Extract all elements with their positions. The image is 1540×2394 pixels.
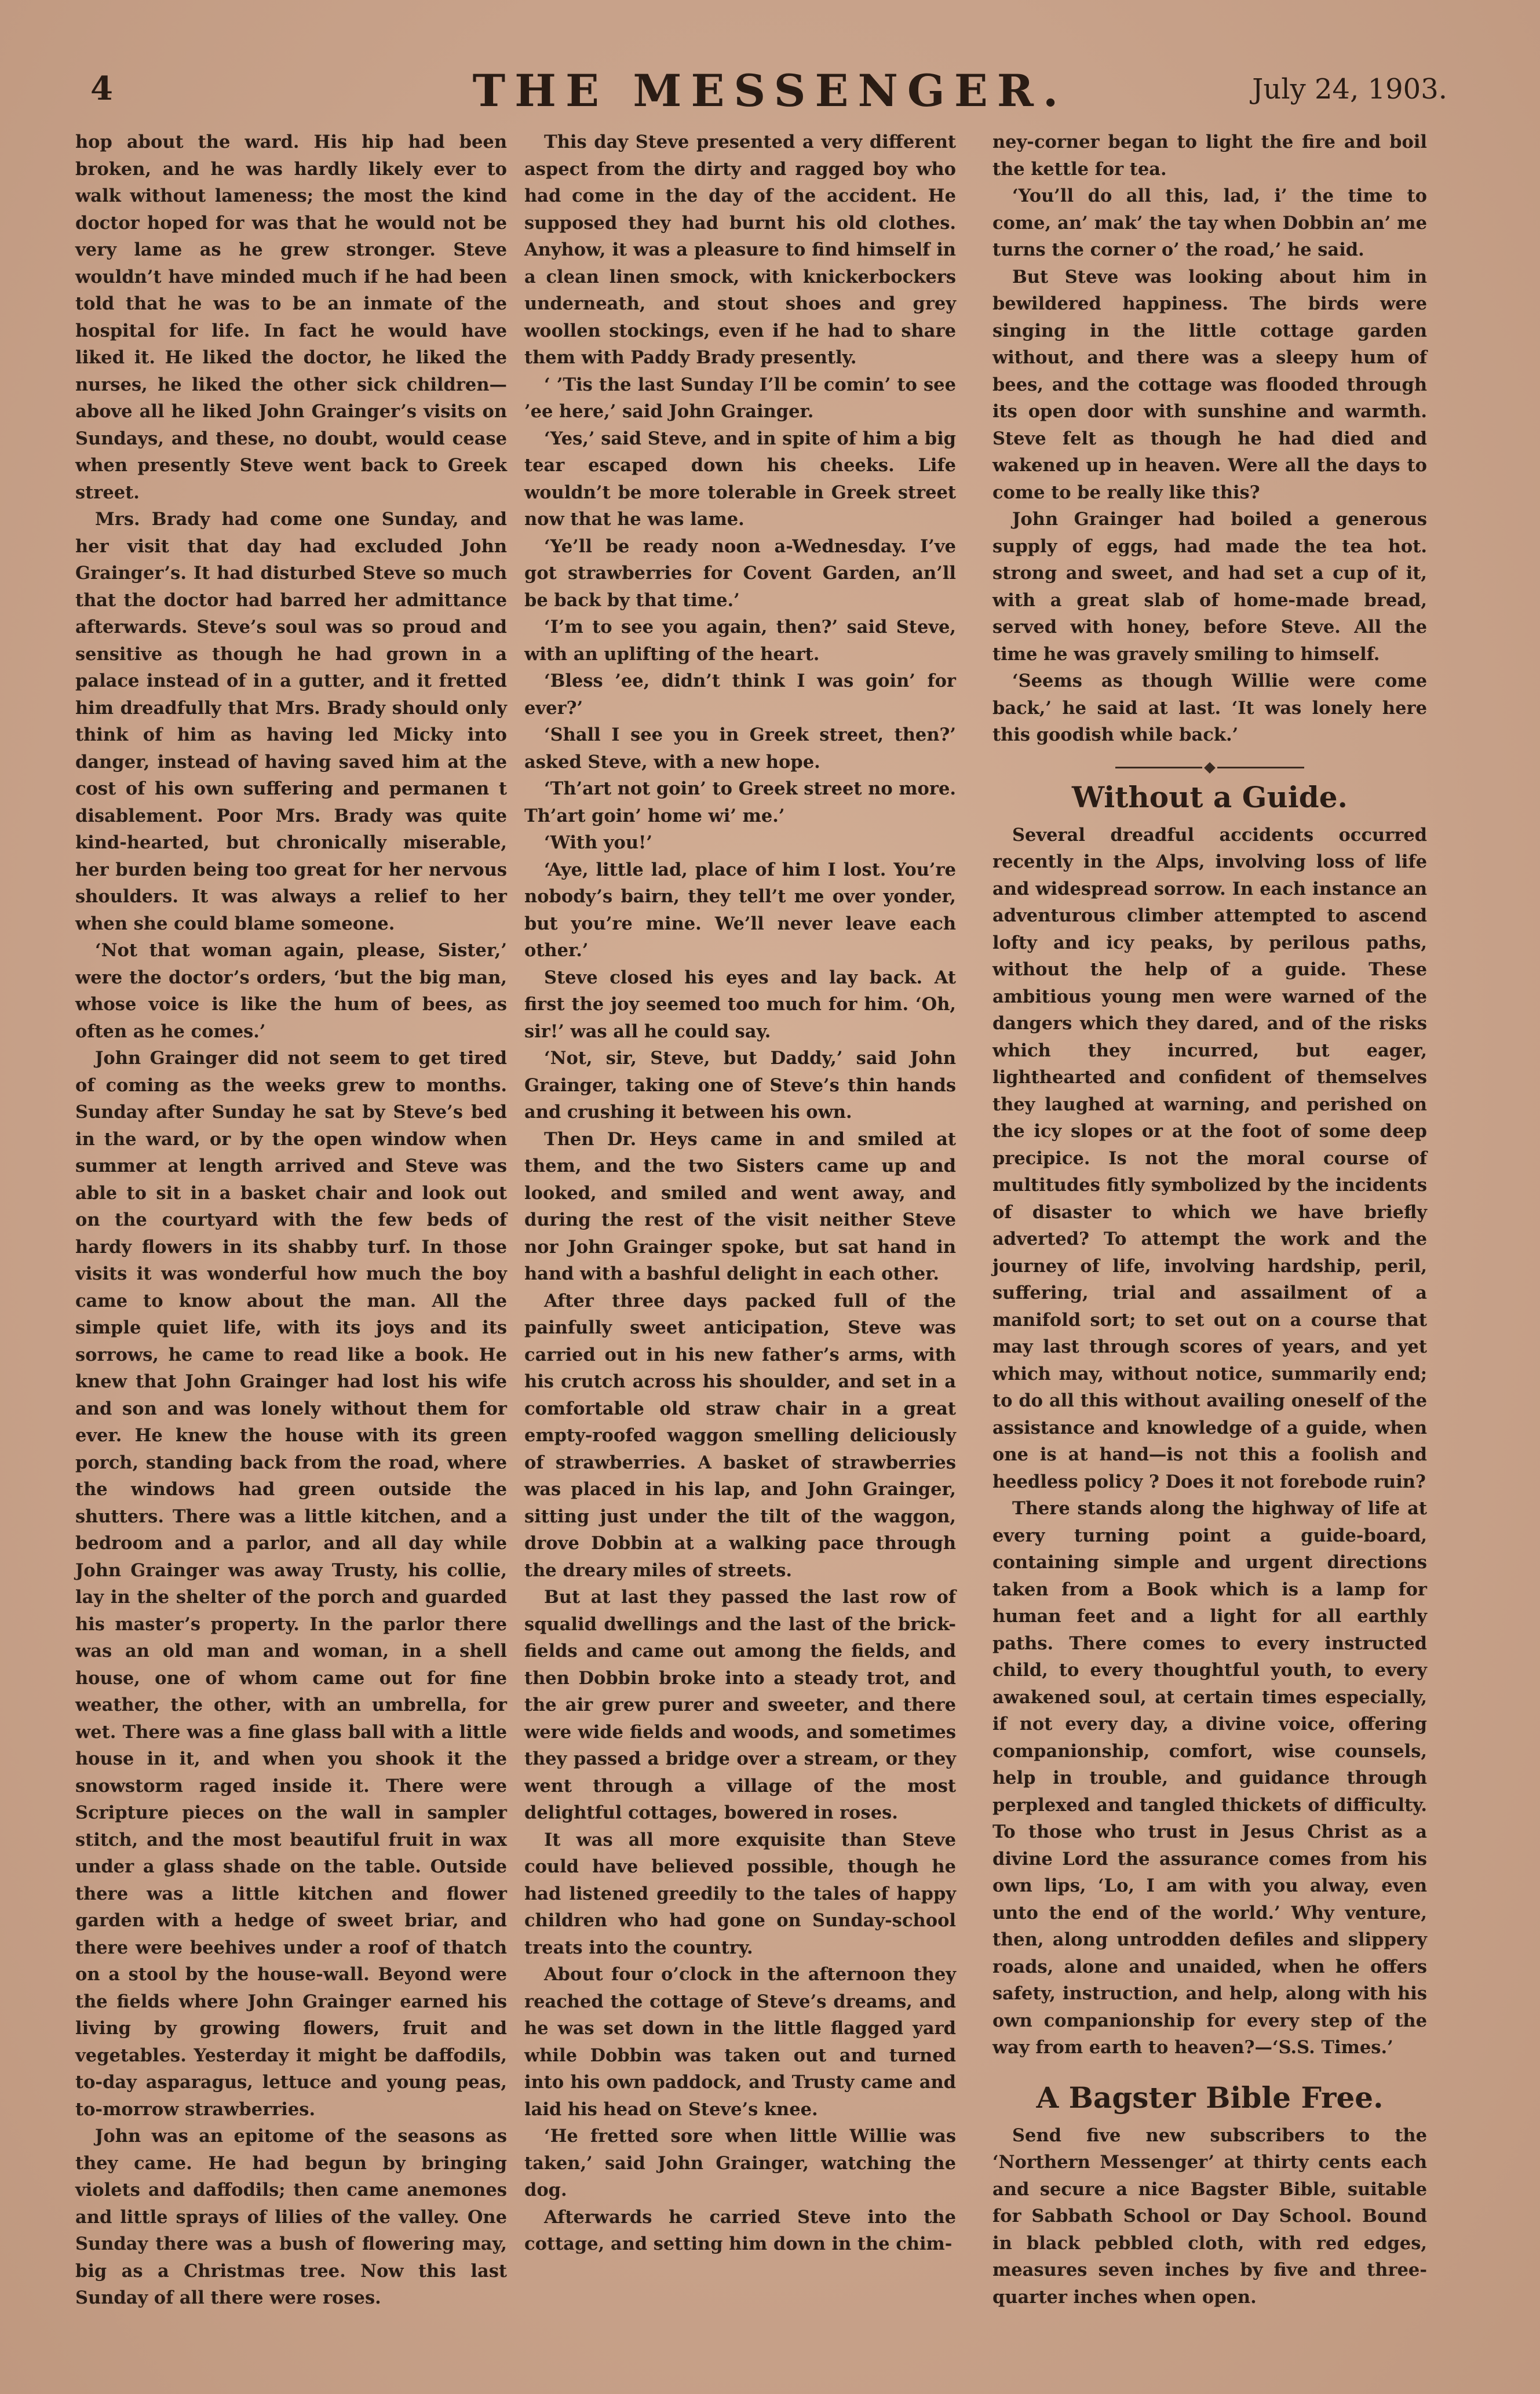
story-continuation [992,129,1427,749]
article-without-a-guide [992,822,1427,2061]
column-1 [75,129,507,2312]
paragraph: John was an epitome of the seasons as they came. He had begun by bringing violets and daffodils; then came anemones and little sprays of lilies of the valley. One Sunday there was a bush of flowering may, big as a Christmas tree. Now this last Sunday of all there were roses. [75,2126,507,2308]
issue-date: July 24, 1903. [1252,73,1447,105]
paragraph: Several dreadful accidents occurred recently in the Alps, involving loss of life and widespread sorrow. In each instance an adventurous climber attempted to ascend lofty and icy peaks, by perilous paths, without the help of a guide. These ambitious young men were warned of the dangers which they dared, and of the risks which they incurred, but eager, lighthearted and confident of themselves they laughed at warning, and perished on the icy slopes or at the foot of some deep precipice. Is not the moral course of multitudes fitly symbolized by the incidents of disaster to which we have briefly adverted? To attempt the work and the journey of life, involving hardship, peril, suffering, trial and assailment of a manifold sort; to set out on a course that may last through scores of years, and yet which may, without notice, summarily end; to do all this without availing oneself of the assistance and knowledge of a guide, when one is at hand—is not this a foolish and heedless policy ? Does it not forebode ruin? [992,824,1427,1492]
article-bagster-bible [992,2122,1427,2311]
paragraph: This day Steve presented a very different aspect from the dirty and ragged boy who had come in the day of the accident. He supposed they had burnt his old clothes. Anyhow, it was a pleasure to find himself in a clean linen smock, with knickerbockers underneath, and stout shoes and grey woollen stockings, even if he had to share them with Paddy Brady presently. [524,132,956,368]
paragraph: ‘Not, sir, Steve, but Daddy,’ said John Grainger, taking one of Steve’s thin hands and crushing it between his own. [524,1048,956,1123]
paragraph: Send five new subscribers to the ‘Northern Messenger’ at thirty cents each and secure a nice Bagster Bible, suitable for Sabbath School or Day School. Bound in black pebbled cloth, with red edges, measures seven inches by five and three-quarter inches when open. [992,2125,1427,2308]
page-number: 4 [90,70,113,108]
paragraph: ney-corner began to light the fire and boil the kettle for tea. [992,132,1427,180]
paragraph: ‘Aye, little lad, place of him I lost. You’re nobody’s bairn, they tell’t me over yonder, but you’re mine. We’ll never leave each other.’ [524,859,956,961]
section-title-without-a-guide: Without a Guide. [1072,779,1348,814]
paragraph: Steve closed his eyes and lay back. At first the joy seemed too much for him. ‘Oh, sir!’ was all he could say. [524,967,956,1042]
paragraph: ‘Not that woman again, please, Sister,’ were the doctor’s orders, ‘but the big man, whose voice is like the hum of bees, as often as he comes.’ [75,940,507,1042]
paragraph: John Grainger did not seem to get tired of coming as the weeks grew to months. Sunday after Sunday he sat by Steve’s bed in the ward, or by the open window when summer at length arrived and Steve was able to sit in a basket chair and look out on the courtyard with the few beds of hardy flowers in its shabby turf. In those visits it was wonderful how much the boy came to know about the man. All the simple quiet life, with its joys and its sorrows, he came to read like a book. He knew that John Grainger had lost his wife and son and was lonely without them for ever. He knew the house with its green porch, standing back from the road, where the windows had green outside the shutters. There was a little kitchen, and a bedroom and a parlor, and all day while John Grainger was away Trusty, his collie, lay in the shelter of the porch and guarded his master’s property. In the parlor there was an old man and woman, in a shell house, one of whom came out for fine weather, the other, with an umbrella, for wet. There was a fine glass ball with a little house in it, and when you shook it the snowstorm raged inside it. There were Scripture pieces on the wall in sampler stitch, and the most beautiful fruit in wax under a glass shade on the table. Outside there was a little kitchen and flower garden with a hedge of sweet briar, and there were beehives under a roof of thatch on a stool by the house-wall. Beyond were the fields where John Grainger earned his living by growing flowers, fruit and vegetables. Yesterday it might be daffodils, to-day asparagus, lettuce and young peas, to-morrow strawberries. [75,1048,507,2120]
paragraph: After three days packed full of the painfully sweet anticipation, Steve was carried out in his new father’s arms, with his crutch across his shoulder, and set in a comfortable old straw chair in a great empty-roofed waggon smelling deliciously of strawberries. A basket of strawberries was placed in his lap, and John Grainger, sitting just under the tilt of the waggon, drove Dobbin at a walking pace through the dreary miles of streets. [524,1290,956,1581]
paragraph: About four o’clock in the afternoon they reached the cottage of Steve’s dreams, and he was set down in the little flagged yard while Dobbin was taken out and turned into his own paddock, and Trusty came and laid his head on Steve’s knee. [524,1964,956,2120]
paragraph: ‘He fretted sore when little Willie was taken,’ said John Grainger, watching the dog. [524,2126,956,2200]
paragraph: Afterwards he carried Steve into the cottage, and setting him down in the chim- [524,2206,956,2254]
page-header [87,65,1453,117]
column-3 [992,129,1427,2311]
paragraph: ‘You’ll do all this, lad, i’ the time to come, an’ mak’ the tay when Dobbin an’ me turns the corner o’ the road,’ he said. [992,185,1427,260]
paragraph: ‘With you!’ [544,832,653,853]
paragraph: Mrs. Brady had come one Sunday, and her visit that day had excluded John Grainger’s. It had disturbed Steve so much that the doctor had barred her admittance afterwards. Steve’s soul was so proud and sensitive as though he had grown in a palace instead of in a gutter, and it fretted him dreadfully that Mrs. Brady should only think of him as having led Micky into danger, instead of having saved him at the cost of his own suffering and permanen t disablement. Poor Mrs. Brady was quite kind-hearted, but chronically miserable, her burden being too great for her nervous shoulders. It was always a relief to her when she could blame someone. [75,509,507,934]
paragraph: ‘ ’Tis the last Sunday I’ll be comin’ to see ’ee here,’ said John Grainger. [524,374,956,422]
masthead-title: THE MESSENGER. [472,65,1068,116]
paragraph: Then Dr. Heys came in and smiled at them, and the two Sisters came up and looked, and smiled and went away, and during the rest of the visit neither Steve nor John Grainger spoke, but sat hand in hand with a bashful delight in each other. [524,1128,956,1284]
paragraph: hop about the ward. His hip had been broken, and he was hardly likely ever to walk without lameness; the most the kind doctor hoped for was that he would not be very lame as he grew stronger. Steve wouldn’t have minded much if he had been told that he was to be an inmate of the hospital for life. In fact he would have liked it. He liked the doctor, he liked the nurses, he liked the other sick children—above all he liked John Grainger’s visits on Sundays, and these, no doubt, would cease when presently Steve went back to Greek street. [75,132,507,503]
paragraph: ‘I’m to see you again, then?’ said Steve, with an uplifting of the heart. [524,617,956,665]
section-separator [992,764,1427,772]
paragraph: ‘Seems as though Willie were come back,’ he said at last. ‘It was lonely here this goodish while back.’ [992,671,1427,745]
paragraph: But at last they passed the last row of squalid dwellings and the last of the brick-fields and came out among the fields, and then Dobbin broke into a steady trot, and the air grew purer and sweeter, and there were wide fields and woods, and sometimes they passed a bridge over a stream, or they went through a village of the most delightful cottages, bowered in roses. [524,1587,956,1823]
paragraph: ‘Yes,’ said Steve, and in spite of him a big tear escaped down his cheeks. Life wouldn’t be more tolerable in Greek street now that he was lame. [524,428,956,530]
section-title-bagster-bible: A Bagster Bible Free. [1036,2080,1384,2115]
column-2 [524,129,956,2258]
paragraph: There stands along the highway of life at every turning point a guide-board, containing simple and urgent directions taken from a Book which is a lamp for human feet and a light for all earthly paths. There comes to every instructed child, to every thoughtful youth, to every awakened soul, at certain times especially, if not every day, a divine voice, offering companionship, comfort, wise counsels, help in trouble, and guidance through perplexed and tangled thickets of difficulty. To those who trust in Jesus Christ as a divine Lord the assurance comes from his own lips, ‘Lo, I am with you alway, even unto the end of the world.’ Why venture, then, along untrodden defiles and slippery roads, alone and unaided, when he offers safety, instruction, and help, along with his own companionship for every step of the way from earth to heaven?—‘S.S. Times.’ [992,1498,1427,2058]
paragraph: But Steve was looking about him in bewildered happiness. The birds were singing in the little cottage garden without, and there was a sleepy hum of bees, and the cottage was flooded through its open door with sunshine and warmth. Steve felt as though he had died and wakened up in heaven. Were all the days to come to be really like this? [992,266,1427,503]
paragraph: ‘Th’art not goin’ to Greek street no more. Th’art goin’ home wi’ me.’ [524,778,956,826]
paragraph: John Grainger had boiled a generous supply of eggs, had made the tea hot. strong and sweet, and had set a cup of it, with a great slab of home-made bread, served with honey, before Steve. All the time he was gravely smiling to himself. [992,509,1427,665]
paragraph: ‘Bless ’ee, didn’t think I was goin’ for ever?’ [524,671,956,719]
paragraph: ‘Shall I see you in Greek street, then?’ asked Steve, with a new hope. [524,724,956,773]
paragraph: ‘Ye’ll be ready noon a-Wednesday. I’ve got strawberries for Covent Garden, an’ll be back by that time.’ [524,535,956,611]
paragraph: It was all more exquisite than Steve could have believed possible, though he had listened greedily to the tales of happy children who had gone on Sunday-school treats into the country. [524,1829,956,1958]
